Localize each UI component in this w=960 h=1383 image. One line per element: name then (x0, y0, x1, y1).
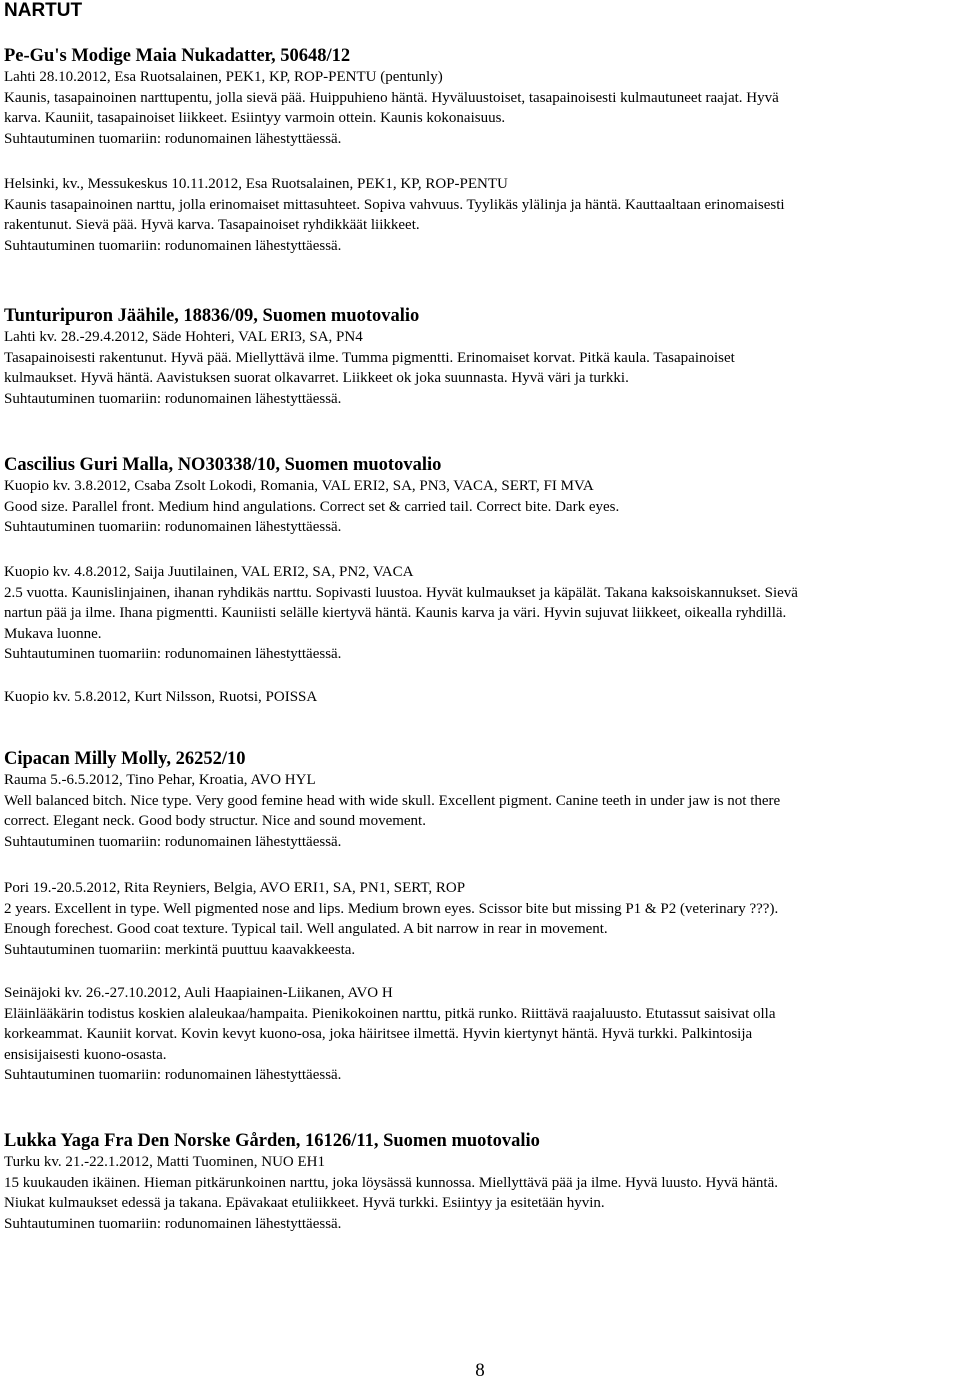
show-header: Helsinki, kv., Messukeskus 10.11.2012, Esa Ruotsalainen, PEK1, KP, ROP-PENTU (4, 176, 508, 192)
show-header: Seinäjoki kv. 26.-27.10.2012, Auli Haapiainen-Liikanen, AVO H (4, 985, 393, 1001)
dog-entry (4, 749, 780, 852)
critique-line: 2.5 vuotta. Kaunislinjainen, ihanan ryhdikäs narttu. Sopivasti luustoa. Hyvät kulmaukset ja käpälät. Takana kaksoiskannukset. Sievä (4, 584, 798, 601)
dog-entry (4, 455, 619, 538)
critique-line: Kaunis tasapainoinen narttu, jolla erinomaiset mittasuhteet. Sopiva vahvuus. Tyylikäs ylälinja ja häntä. Kauttaaltaan erinomaisesti (4, 196, 785, 213)
critique-line: Mukava luonne. (4, 625, 102, 642)
show-header: Kuopio kv. 4.8.2012, Saija Juutilainen, VAL ERI2, SA, PN2, VACA (4, 564, 414, 580)
dog-entry (4, 1131, 778, 1234)
page-number: 8 (475, 1360, 485, 1381)
critique-line: Kaunis, tasapainoinen narttupentu, jolla sievä pää. Huippuhieno häntä. Hyväluustoiset, tasapainoisesti kulmautuneet raajat. Hyvä (4, 89, 779, 106)
critique-line: Good size. Parallel front. Medium hind angulations. Correct set & carried tail. Correct bite. Dark eyes. (4, 498, 620, 515)
critique-line: 2 years. Excellent in type. Well pigmented nose and lips. Medium brown eyes. Scissor bite but missing P1 & P2 (veterinary ???). (4, 900, 779, 917)
dog-entry (4, 306, 735, 409)
critique-line: Well balanced bitch. Nice type. Very good femine head with wide skull. Excellent pigment. Canine teeth in under jaw is not there (4, 792, 781, 809)
show-entry (4, 174, 785, 256)
show-entry (4, 878, 778, 960)
show-header: Kuopio kv. 3.8.2012, Csaba Zsolt Lokodi, Romania, VAL ERI2, SA, PN3, VACA, SERT, FI MVA (4, 478, 594, 494)
dog-title: Cipacan Milly Molly, 26252/10 (4, 749, 246, 769)
dog-title: Cascilius Guri Malla, NO30338/10, Suomen muotovalio (4, 455, 442, 475)
critique-line: ensisijaisesti kuono-osasta. (4, 1046, 167, 1063)
dog-entry (4, 46, 779, 149)
critique-line: karva. Kauniit, tasapainoiset liikkeet. Esiintyy varmoin ottein. Kaunis kokonaisuus. (4, 110, 506, 126)
critique-line: kulmaukset. Hyvä häntä. Aavistuksen suorat olkavarret. Liikkeet ok joka suunnasta. Hyvä väri ja turkki. (4, 370, 629, 386)
attitude-line: Suhtautuminen tuomariin: rodunomainen lähestyttäessä. (4, 130, 342, 147)
show-header: Kuopio kv. 5.8.2012, Kurt Nilsson, Ruotsi, POISSA (4, 689, 318, 705)
attitude-line: Suhtautuminen tuomariin: rodunomainen lähestyttäessä. (4, 833, 342, 850)
attitude-line: Suhtautuminen tuomariin: rodunomainen lähestyttäessä. (4, 1215, 342, 1232)
critique-line: Tasapainoisesti rakentunut. Hyvä pää. Miellyttävä ilme. Tumma pigmentti. Erinomaiset korvat. Pitkä kaula. Tasapainoiset (4, 349, 735, 366)
show-entry (4, 983, 775, 1086)
attitude-line: Suhtautuminen tuomariin: rodunomainen lähestyttäessä. (4, 519, 342, 535)
attitude-line: Suhtautuminen tuomariin: rodunomainen lähestyttäessä. (4, 646, 342, 662)
dog-title: Tunturipuron Jäähile, 18836/09, Suomen muotovalio (4, 306, 420, 326)
show-header: Turku kv. 21.-22.1.2012, Matti Tuominen, NUO EH1 (4, 1154, 325, 1170)
attitude-line: Suhtautuminen tuomariin: rodunomainen lähestyttäessä. (4, 390, 342, 407)
critique-line: korkeammat. Kauniit korvat. Kovin kevyt kuono-osa, joka häiritsee ilmettä. Hyvin kiertynyt häntä. Hyvä turkki. Palkintosija (4, 1026, 753, 1042)
show-entry (4, 687, 317, 708)
show-header: Lahti kv. 28.-29.4.2012, Säde Hohteri, VAL ERI3, SA, PN4 (4, 329, 363, 345)
document-page (4, 0, 949, 1232)
critique-line: Eläinlääkärin todistus koskien alaleukaa/hampaita. Pienikokoinen narttu, pitkä runko. Riittävä raajaluusto. Etutassut saisivat olla (4, 1005, 776, 1022)
show-header: Rauma 5.-6.5.2012, Tino Pehar, Kroatia, AVO HYL (4, 772, 316, 788)
attitude-line: Suhtautuminen tuomariin: rodunomainen lähestyttäessä. (4, 1067, 342, 1083)
critique-line: Niukat kulmaukset edessä ja takana. Epävakaat etuliikkeet. Hyvä turkki. Esiintyy ja esitetään hyvin. (4, 1195, 605, 1211)
critique-line: rakentunut. Sievä pää. Hyvä karva. Tasapainoiset ryhdikkäät liikkeet. (4, 217, 420, 233)
dog-title: Lukka Yaga Fra Den Norske Gården, 16126/11, Suomen muotovalio (4, 1131, 540, 1151)
dog-title: Pe-Gu's Modige Maia Nukadatter, 50648/12 (4, 46, 351, 66)
section-heading: NARTUT (4, 0, 83, 21)
attitude-line: Suhtautuminen tuomariin: rodunomainen lähestyttäessä. (4, 237, 342, 254)
show-entry (4, 562, 798, 665)
show-header: Pori 19.-20.5.2012, Rita Reyniers, Belgia, AVO ERI1, SA, PN1, SERT, ROP (4, 880, 466, 896)
critique-line: nartun pää ja ilme. Ihana pigmentti. Kauniisti selälle kiertyvä häntä. Kaunis karva ja väri. Hyvin sujuvat liikkeet, oikealla ryhdillä. (4, 605, 787, 621)
critique-line: correct. Elegant neck. Good body structur. Nice and sound movement. (4, 813, 426, 829)
critique-line: 15 kuukauden ikäinen. Hieman pitkärunkoinen narttu, joka löysässä kunnossa. Miellyttävä pää ja ilme. Hyvä luusto. Hyvä häntä. (4, 1174, 778, 1191)
critique-line: Enough forechest. Good coat texture. Typical tail. Well angulated. A bit narrow in rear in movement. (4, 921, 608, 937)
attitude-line: Suhtautuminen tuomariin: merkintä puuttuu kaavakkeesta. (4, 941, 356, 958)
show-header: Lahti 28.10.2012, Esa Ruotsalainen, PEK1, KP, ROP-PENTU (pentunly) (4, 69, 443, 85)
